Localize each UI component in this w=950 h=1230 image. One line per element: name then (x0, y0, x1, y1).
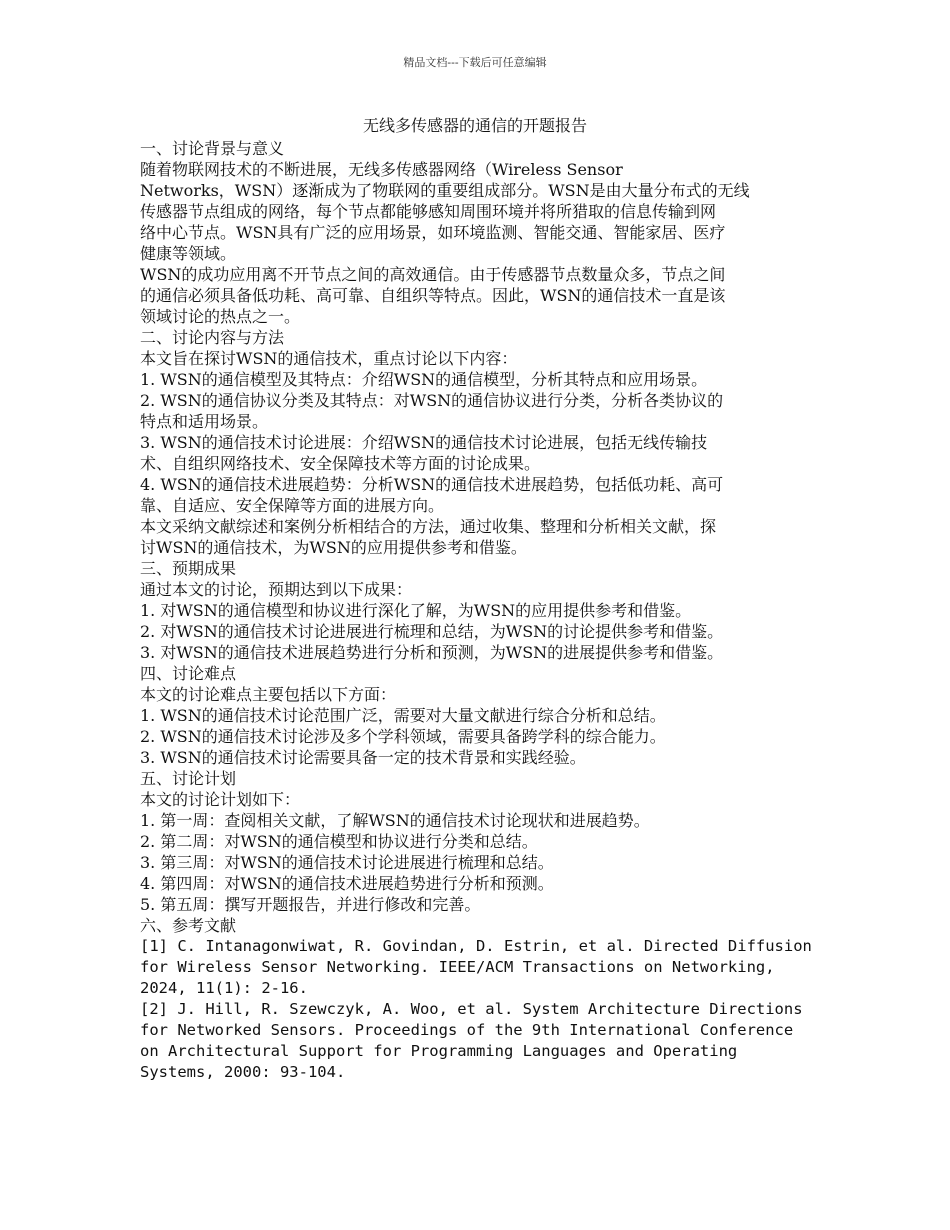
section-heading: 一、讨论背景与意义 (140, 139, 285, 158)
list-item: 1. 第一周：查阅相关文献，了解WSN的通信技术讨论现状和进展趋势。 (140, 811, 650, 830)
list-item: 1. WSN的通信技术讨论范围广泛，需要对大量文献进行综合分析和总结。 (140, 706, 666, 725)
reference-item: [1] C. Intanagonwiwat, R. Govindan, D. Estrin, et al. Directed Diffusion for Wireless Sensor Networking. IEEE/ACM Transactions on Networking, 2024, 11(1): 2-16. (140, 937, 812, 997)
paragraph: 通过本文的讨论，预期达到以下成果： (140, 580, 413, 599)
section-heading: 二、讨论内容与方法 (140, 328, 285, 347)
list-item: 5. 第五周：撰写开题报告，并进行修改和完善。 (140, 895, 481, 914)
list-item: 4. WSN的通信技术进展趋势：分析WSN的通信技术进展趋势，包括低功耗、高可 靠、自适应、安全保障等方面的进展方向。 (140, 475, 724, 515)
document-body (140, 138, 820, 1083)
paragraph: 本文旨在探讨WSN的通信技术，重点讨论以下内容： (140, 349, 518, 368)
reference-item: [2] J. Hill, R. Szewczyk, A. Woo, et al. System Architecture Directions for Networked Sensors. Proceedings of the 9th International Conference on Architectural Support for Programming Languages and Operating Systems, 2000: 93-104. (140, 1000, 803, 1081)
list-item: 2. WSN的通信技术讨论涉及多个学科领域，需要具备跨学科的综合能力。 (140, 727, 666, 746)
list-item: 3. 第三周：对WSN的通信技术讨论进展进行梳理和总结。 (140, 853, 554, 872)
list-item: 2. WSN的通信协议分类及其特点：对WSN的通信协议进行分类，分析各类协议的 特点和适用场景。 (140, 391, 724, 431)
list-item: 2. 对WSN的通信技术讨论进展进行梳理和总结，为WSN的讨论提供参考和借鉴。 (140, 622, 724, 641)
list-item: 4. 第四周：对WSN的通信技术进展趋势进行分析和预测。 (140, 874, 554, 893)
list-item: 2. 第二周：对WSN的通信模型和协议进行分类和总结。 (140, 832, 538, 851)
list-item: 3. WSN的通信技术讨论需要具备一定的技术背景和实践经验。 (140, 748, 586, 767)
list-item: 3. 对WSN的通信技术进展趋势进行分析和预测，为WSN的进展提供参考和借鉴。 (140, 643, 724, 662)
list-item: 1. 对WSN的通信模型和协议进行深化了解，为WSN的应用提供参考和借鉴。 (140, 601, 692, 620)
paragraph: 随着物联网技术的不断进展，无线多传感器网络（Wireless Sensor Networks，WSN）逐渐成为了物联网的重要组成部分。WSN是由大量分布式的无线 传感器节点组成的网络，每个节点都能够感知周围环境并将所猎取的信息传输到网 络中心节点。WSN具有广泛的应用场景，如环境监测、智能交通、智能家居、医疗 健康等领域。 (140, 160, 750, 263)
document-title: 无线多传感器的通信的开题报告 (362, 116, 587, 135)
section-heading: 六、参考文献 (140, 916, 237, 935)
section-heading: 三、预期成果 (140, 559, 237, 578)
paragraph: 本文的讨论难点主要包括以下方面： (140, 685, 397, 704)
paragraph: WSN的成功应用离不开节点之间的高效通信。由于传感器节点数量众多，节点之间 的通信必须具备低功耗、高可靠、自组织等特点。因此，WSN的通信技术一直是该 领域讨论的热点之一。 (140, 265, 726, 326)
paragraph: 本文的讨论计划如下： (140, 790, 301, 809)
list-item: 3. WSN的通信技术讨论进展：介绍WSN的通信技术讨论进展，包括无线传输技 术、自组织网络技术、安全保障技术等方面的讨论成果。 (140, 433, 708, 473)
section-heading: 五、讨论计划 (140, 769, 237, 788)
list-item: 1. WSN的通信模型及其特点：介绍WSN的通信模型，分析其特点和应用场景。 (140, 370, 708, 389)
section-heading: 四、讨论难点 (140, 664, 237, 683)
paragraph: 本文采纳文献综述和案例分析相结合的方法，通过收集、整理和分析相关文献，探 讨WSN的通信技术，为WSN的应用提供参考和借鉴。 (140, 517, 717, 557)
page-header: 精品文档---下载后可任意编辑 (403, 56, 547, 69)
